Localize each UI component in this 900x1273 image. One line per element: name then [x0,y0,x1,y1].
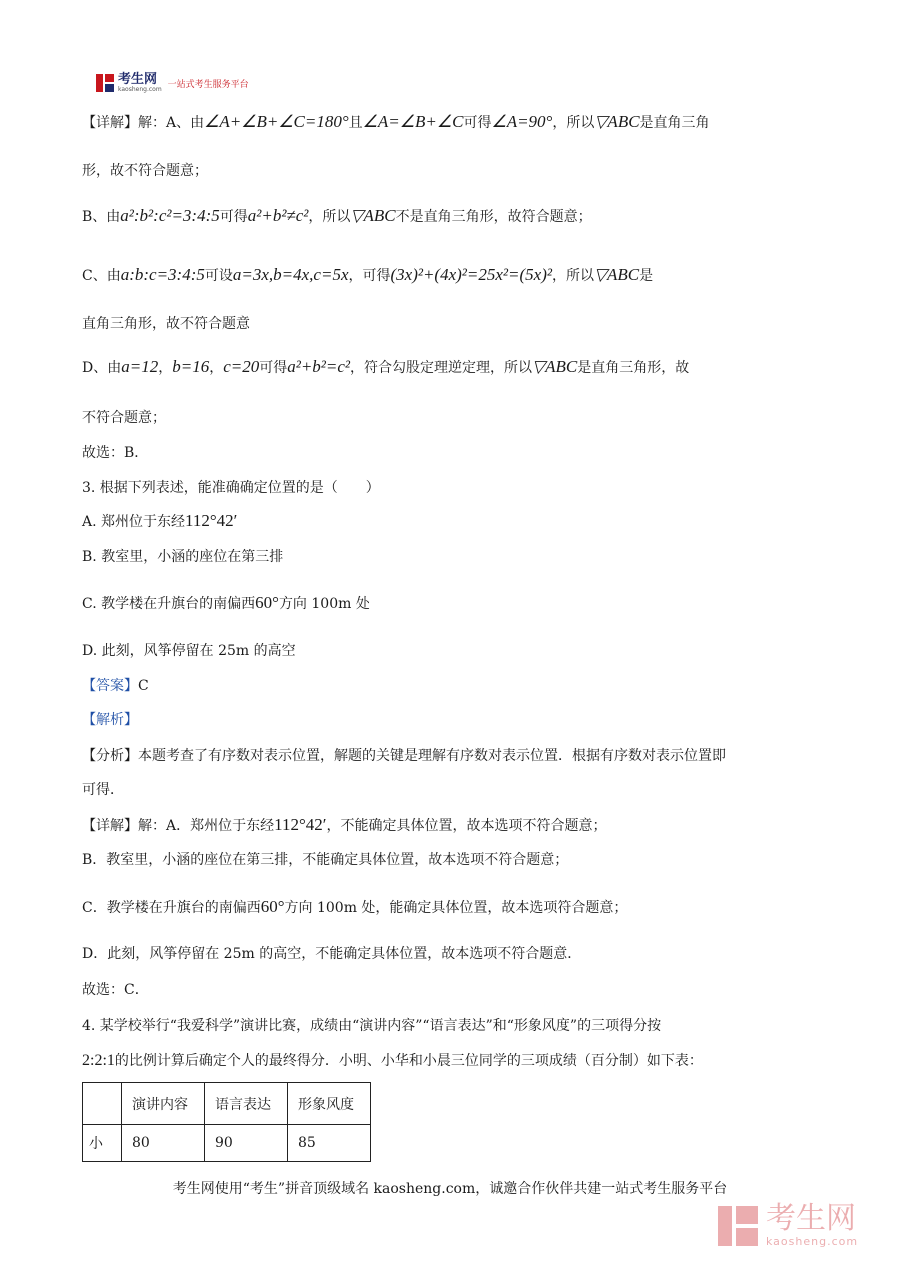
watermark-brand-en: kaosheng.com [766,1235,859,1248]
table-header-cell: 形象风度 [288,1083,371,1125]
q3-detail-b: B．教室里，小涵的座位在第三排，不能确定具体位置，故本选项不符合题意； [82,852,569,868]
q3-detail-a: 【详解】解：A．郑州位于东经112°42′，不能确定具体位置，故本选项不符合题意； [82,815,607,834]
table-cell: 85 [288,1125,371,1162]
q3-stem: 3. 根据下列表述，能准确确定位置的是（ ） [82,480,380,496]
q3-analysis-tag: 【解析】 [82,712,138,728]
q3-detail-c: C．教学楼在升旗台的南偏西60°方向 100m 处，能确定具体位置，故本选项符合题意； [82,897,628,916]
q2-choose: 故选：B． [82,445,149,461]
table-header-cell: 语言表达 [205,1083,288,1125]
score-table [82,1082,371,1162]
q2-detail-c-line1: C、由a:b:c=3:4:5可设a=3x,b=4x,c=5x，可得(3x)²+(4x)²=25x²=(5x)²，所以▽ABC是 [82,265,654,284]
table-cell: 小 [83,1125,122,1162]
table-header-cell [83,1083,122,1125]
q4-stem-line2: 2:2:1的比例计算后确定个人的最终得分．小明、小华和小晨三位同学的三项成绩（百分制）如下表： [82,1052,703,1069]
q4-stem-line1: 4. 某学校举行“我爱科学”演讲比赛，成绩由“演讲内容”“语言表达”和“形象风度”的三项得分按 [82,1018,662,1034]
q2-detail-a-line2: 形，故不符合题意； [82,163,208,179]
q3-option-d: D. 此刻，风筝停留在 25m 的高空 [82,643,296,659]
q3-analysis-line1: 【分析】本题考查了有序数对表示位置，解题的关键是理解有序数对表示位置．根据有序数对表示位置即 [82,748,726,764]
table-cell: 90 [205,1125,288,1162]
q3-analysis-line2: 可得． [82,782,124,798]
q2-detail-b: B、由a²:b²:c²=3:4:5可得a²+b²≠c²，所以▽ABC不是直角三角形，故符合题意； [82,206,592,225]
kaosheng-logo-icon [96,74,114,92]
header-brand-cn: 考生网 [118,72,158,87]
header-slogan: 一站式考生服务平台 [167,79,249,90]
q3-choose: 故选：C． [82,982,149,998]
q3-answer: 【答案】C [82,678,149,694]
watermark [718,1201,859,1248]
q3-option-c: C. 教学楼在升旗台的南偏西60°方向 100m 处 [82,593,370,612]
table-row [83,1125,371,1162]
q2-detail-c-line2: 直角三角形，故不符合题意 [82,316,250,332]
answer-tag: 【答案】 [82,678,138,694]
q3-option-b: B. 教室里，小涵的座位在第三排 [82,549,284,565]
q2-detail-d-line2: 不符合题意； [82,410,166,426]
kaosheng-watermark-icon [718,1206,758,1246]
table-cell: 80 [122,1125,205,1162]
q2-detail-a-line1: 【详解】解：A、由∠A+∠B+∠C=180°且∠A=∠B+∠C可得∠A=90°，所以▽ABC是直角三角 [82,112,710,131]
q3-option-a: A. 郑州位于东经112°42′ [82,511,238,530]
table-header-cell: 演讲内容 [122,1083,205,1125]
header-brand-en: kaosheng.com [118,86,162,93]
page-footer: 考生网使用“考生”拼音顶级域名 kaosheng.com，诚邀合作伙伴共建一站式考生服务平台 [172,1181,728,1197]
q2-detail-d-line1: D、由a=12，b=16，c=20可得a²+b²=c²，符合勾股定理逆定理，所以▽ABC是直角三角形，故 [82,357,690,376]
table-header-row [83,1083,371,1125]
q3-detail-d: D．此刻，风筝停留在 25m 的高空，不能确定具体位置，故本选项不符合题意． [82,946,582,962]
header-logo [96,72,249,94]
watermark-brand-cn: 考生网 [766,1201,856,1236]
